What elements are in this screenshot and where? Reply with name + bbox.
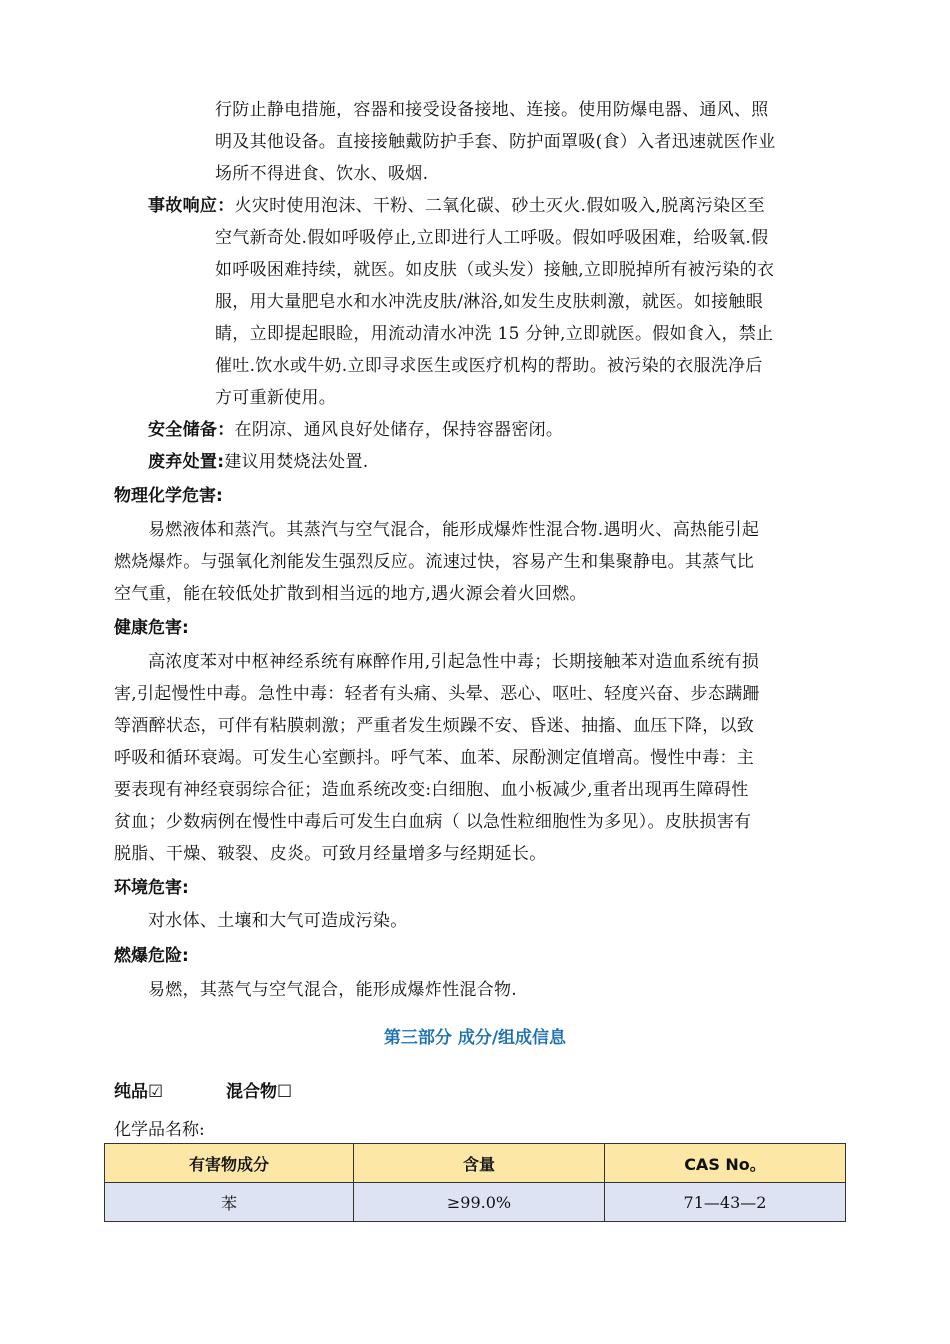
text-line: 睛，立即提起眼睑，用流动清水冲洗 15 分钟,立即就医。假如食入，禁止 (215, 324, 774, 344)
physchem-heading: 物理化学危害: (114, 486, 223, 506)
text-line: 如呼吸困难持续，就医。如皮肤（或头发）接触,立即脱掉所有被污染的衣 (215, 260, 775, 280)
response-text: 火灾时使用泡沫、干粉、二氧化碳、砂土灭火.假如吸入,脱离污染区至 (234, 196, 765, 216)
text-line: 行防止静电措施，容器和接受设备接地、连接。使用防爆电器、通风、照 (215, 100, 769, 120)
pure-checkbox[interactable]: 纯品☑ (114, 1082, 164, 1102)
composition-type (114, 1076, 292, 1108)
table-header-row (105, 1144, 846, 1183)
composition-table (104, 1143, 846, 1222)
text-line: 脱脂、干燥、皲裂、皮炎。可致月经量增多与经期延长。 (114, 844, 547, 864)
text-line: 空气新奇处.假如呼吸停止,立即进行人工呼吸。假如呼吸困难，给吸氧.假 (215, 228, 769, 248)
disposal-label: 废弃处置 (148, 452, 218, 472)
storage-colon: ： (217, 420, 235, 440)
storage-line (148, 414, 838, 446)
text-line: 服，用大量肥皂水和水冲洗皮肤/淋浴,如发生皮肤刺激，就医。如接触眼 (215, 292, 764, 312)
response-block (148, 190, 838, 414)
storage-text: 在阴凉、通风良好处储存，保持容器密闭。 (234, 420, 564, 440)
health-body (114, 646, 838, 870)
mixture-checkbox[interactable]: 混合物☐ (226, 1082, 293, 1102)
response-rest (148, 222, 838, 414)
env-heading: 环境危害: (114, 878, 189, 898)
response-label: 事故响应 (148, 196, 218, 216)
text-line: 高浓度苯对中枢神经系统有麻醉作用,引起急性中毒；长期接触苯对造血系统有损 (148, 652, 760, 672)
storage-label: 安全储备 (148, 420, 218, 440)
precaution-continuation (215, 94, 837, 190)
response-colon: ： (217, 196, 235, 216)
section-title: 第三部分 成分/组成信息 (383, 1028, 567, 1048)
health-heading: 健康危害: (114, 618, 189, 638)
cell-content: ≥99.0% (354, 1183, 605, 1222)
chemical-name-label: 化学品名称: (114, 1120, 205, 1140)
disposal-text: 建议用焚烧法处置. (224, 452, 369, 472)
disposal-colon: : (217, 452, 225, 472)
cell-component: 苯 (105, 1183, 354, 1222)
response-first-line (148, 190, 838, 222)
text-line: 易燃液体和蒸汽。其蒸汽与空气混合，能形成爆炸性混合物.遇明火、高热能引起 (148, 520, 760, 540)
text-line: 贫血；少数病例在慢性中毒后可发生白血病（ 以急性粒细胞性为多见）。皮肤损害有 (114, 812, 752, 832)
text-line: 明及其他设备。直接接触戴防护手套、防护面罩吸(食）入者迅速就医作业 (215, 132, 776, 152)
text-line: 要表现有神经衰弱综合征；造血系统改变:白细胞、血小板减少,重者出现再生障碍性 (114, 780, 749, 800)
text-line: 燃烧爆炸。与强氧化剂能发生强烈反应。流速过快，容易产生和集聚静电。其蒸气比 (114, 552, 755, 572)
text-line: 等酒醉状态，可伴有粘膜刺激；严重者发生烦躁不安、昏迷、抽搐、血压下降，以致 (114, 716, 755, 736)
fire-heading: 燃爆危险: (114, 946, 189, 966)
table-row (105, 1183, 846, 1222)
env-text: 对水体、土壤和大气可造成污染。 (148, 911, 408, 931)
header-content: 含量 (354, 1144, 605, 1183)
disposal-line (148, 446, 838, 478)
text-line: 呼吸和循环衰竭。可发生心室颤抖。呼气苯、血苯、尿酚测定值增高。慢性中毒：主 (114, 748, 755, 768)
text-line: 方可重新使用。 (215, 388, 337, 408)
text-line: 催吐.饮水或牛奶.立即寻求医生或医疗机构的帮助。被污染的衣服洗净后 (215, 356, 763, 376)
text-line: 空气重，能在较低处扩散到相当远的地方,遇火源会着火回燃。 (114, 584, 587, 604)
cell-cas: 71—43—2 (605, 1183, 846, 1222)
fire-text: 易燃，其蒸气与空气混合，能形成爆炸性混合物. (148, 980, 518, 1000)
text-line: 害,引起慢性中毒。急性中毒：轻者有头痛、头晕、恶心、呕吐、轻度兴奋、步态蹒跚 (114, 684, 760, 704)
header-component: 有害物成分 (105, 1144, 354, 1183)
text-line: 场所不得进食、饮水、吸烟. (215, 164, 429, 184)
physchem-body (114, 514, 838, 610)
header-cas: CAS No。 (605, 1144, 846, 1183)
